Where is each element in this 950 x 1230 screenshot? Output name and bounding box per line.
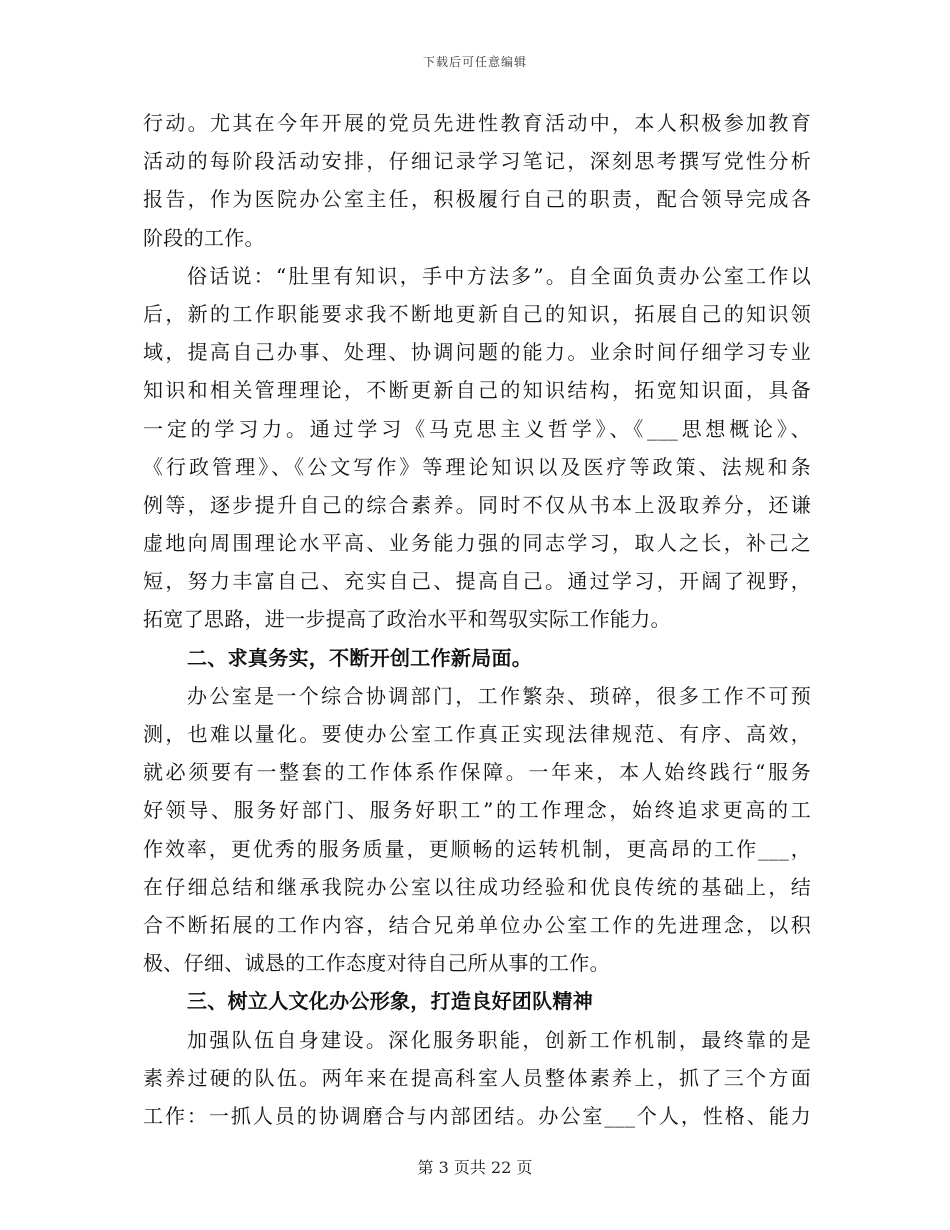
text-line: 一定的学习力。通过学习《马克思主义哲学》、《___思想概论》、 <box>143 416 811 441</box>
text-line: 作效率，更优秀的服务质量，更顺畅的运转机制，更高昂的工作___， <box>143 836 811 861</box>
document-body <box>143 104 811 1135</box>
text-line: 工作：一抓人员的协调磨合与内部团结。办公室___个人，性格、能力 <box>143 1103 811 1128</box>
section-heading: 二、求真务实，不断开创工作新局面。 <box>187 645 533 670</box>
text-line: 活动的每阶段活动安排，仔细记录学习笔记，深刻思考撰写党性分析 <box>143 149 811 174</box>
text-line: 加强队伍自身建设。深化服务职能，创新工作机制，最终靠的是 <box>187 1027 811 1052</box>
text-line: 好领导、服务好部门、服务好职工”的工作理念，始终追求更高的工 <box>143 798 811 823</box>
text-line: 阶段的工作。 <box>143 225 265 250</box>
text-line: 虚地向周围理论水平高、业务能力强的同志学习，取人之长，补己之 <box>143 531 811 556</box>
text-line: 例等，逐步提升自己的综合素养。同时不仅从书本上汲取养分，还谦 <box>143 492 811 517</box>
text-line: 短，努力丰富自己、充实自己、提高自己。通过学习，开阔了视野， <box>143 569 811 594</box>
text-line: 办公室是一个综合协调部门，工作繁杂、琐碎，很多工作不可预 <box>187 683 811 708</box>
text-line: 知识和相关管理理论，不断更新自己的知识结构，拓宽知识面，具备 <box>143 378 811 403</box>
text-line: 在仔细总结和继承我院办公室以往成功经验和优良传统的基础上，结 <box>143 874 811 899</box>
text-line: 测，也难以量化。要使办公室工作真正实现法律规范、有序、高效， <box>143 722 811 746</box>
text-line: 后，新的工作职能要求我不断地更新自己的知识，拓展自己的知识领 <box>143 301 811 326</box>
text-line: 拓宽了思路，进一步提高了政治水平和驾驭实际工作能力。 <box>143 607 671 632</box>
page-footer: 第 3 页共 22 页 <box>417 1158 533 1177</box>
text-line: 报告，作为医院办公室主任，积极履行自己的职责，配合领导完成各 <box>143 187 811 212</box>
section-heading: 三、树立人文化办公形象，打造良好团队精神 <box>187 989 593 1014</box>
text-line: 行动。尤其在今年开展的党员先进性教育活动中，本人积极参加教育 <box>143 111 811 135</box>
text-line: 域，提高自己办事、处理、协调问题的能力。业余时间仔细学习专业 <box>143 340 811 365</box>
text-line: 素养过硬的队伍。两年来在提高科室人员整体素养上，抓了三个方面 <box>143 1065 811 1090</box>
text-line: 极、仔细、诚恳的工作态度对待自己所从事的工作。 <box>143 951 610 976</box>
text-line: 俗话说：“肚里有知识，手中方法多”。自全面负责办公室工作以 <box>187 263 811 288</box>
page-header: 下载后可任意编辑 <box>422 55 527 69</box>
text-line: 《行政管理》、《公文写作》等理论知识以及医疗等政策、法规和条 <box>143 454 811 479</box>
text-line: 合不断拓展的工作内容，结合兄弟单位办公室工作的先进理念，以积 <box>143 912 811 937</box>
text-line: 就必须要有一整套的工作体系作保障。一年来，本人始终践行“服务 <box>143 760 811 785</box>
